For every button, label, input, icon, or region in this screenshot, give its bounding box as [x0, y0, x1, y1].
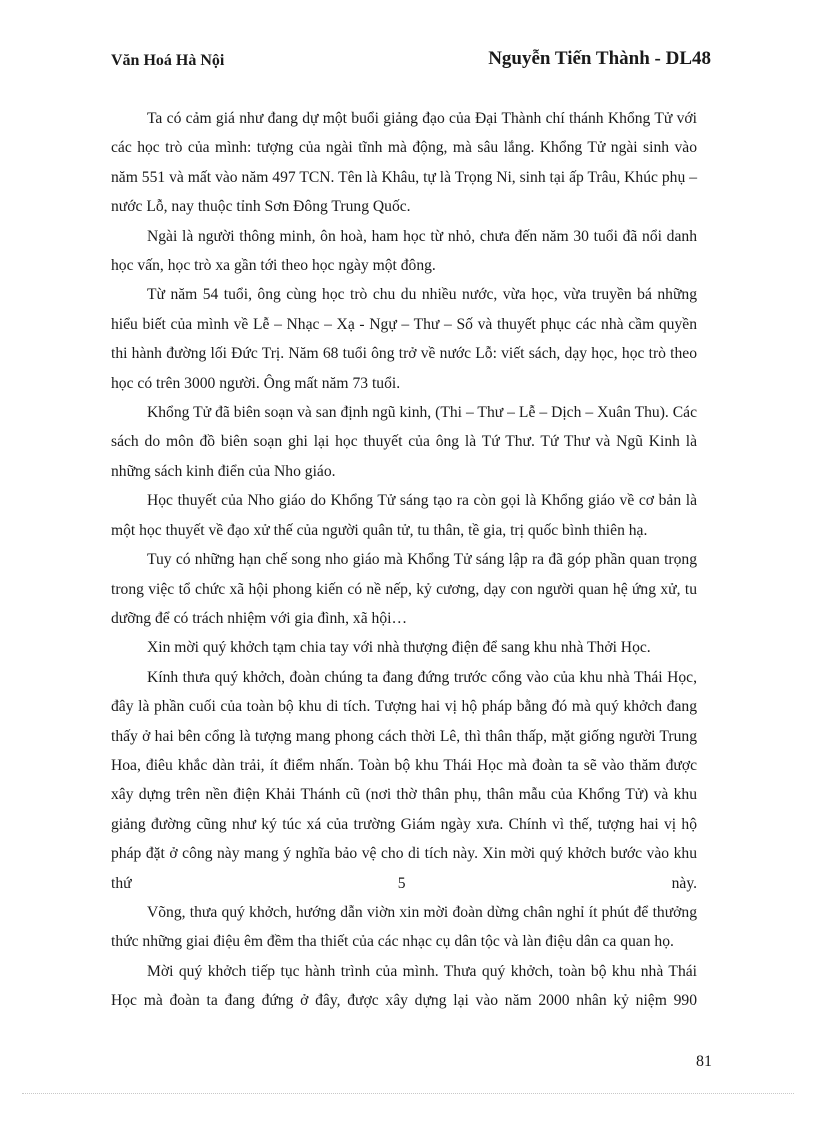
- page-header: [111, 48, 711, 80]
- footer-divider: [22, 1093, 794, 1094]
- paragraph: Ta có cảm giá như đang dự một buổi giảng đạo của Đại Thành chí thánh Khổng Tử với các học trò của mình: tượng của ngài tĩnh mà động, mà sâu lắng. Khổng Tử ngài sinh vào năm 551 và mất vào năm 497 TCN. Tên là Khâu, tự là Trọng Ni, sinh tại ấp Trâu, Khúc phụ – nước Lỗ, nay thuộc tỉnh Sơn Đông Trung Quốc.: [111, 110, 697, 216]
- header-author-right: Nguyễn Tiến Thành - DL48: [488, 48, 711, 69]
- paragraph: Xin mời quý khởch tạm chia tay với nhà thượng điện để sang khu nhà Thởi Học.: [147, 639, 651, 657]
- header-title-left: Văn Hoá Hà Nội: [111, 52, 225, 69]
- paragraph: Từ năm 54 tuổi, ông cùng học trò chu du nhiều nước, vừa học, vừa truyền bá những hiểu biết của mình về Lễ – Nhạc – Xạ - Ngự – Thư – Số và thuyết phục các nhà cầm quyền thi hành đường lối Đức Trị. Năm 68 tuổi ông trở về nước Lỗ: viết sách, dạy học, học trò theo học có trên 3000 người. Ông mất năm 73 tuổi.: [111, 286, 697, 392]
- document-body: [111, 104, 697, 1016]
- paragraph: Khổng Tử đã biên soạn và san định ngũ kinh, (Thi – Thư – Lễ – Dịch – Xuân Thu). Các sách do môn đồ biên soạn ghi lại học thuyết của ông là Tứ Thư. Tứ Thư và Ngũ Kinh là những sách kinh điển của Nho giáo.: [111, 404, 697, 480]
- paragraph: Ngài là người thông minh, ôn hoà, ham học từ nhỏ, chưa đến năm 30 tuổi đã nổi danh học vấn, học trò xa gần tới theo học ngày một đông.: [111, 227, 697, 275]
- paragraph: Võng, thưa quý khởch, hướng dẫn viờn xin mời đoàn dừng chân nghỉ ít phút để thưởng thức những giai điệu êm đềm tha thiết của các nhạc cụ dân tộc và làn điệu dân ca quan họ.: [111, 903, 697, 951]
- paragraph: Kính thưa quý khởch, đoàn chúng ta đang đứng trước cổng vào của khu nhà Thái Học, đây là phần cuối của toàn bộ khu di tích. Tượng hai vị hộ pháp bằng đó mà quý khởch đang thấy ở hai bên cổng là tượng mang phong cách thời Lê, thì thân thấp, mặt giống người Trung Hoa, điêu khắc dàn trải, ít điểm nhấn. Toàn bộ khu Thái Học mà đoàn ta sẽ vào thăm được xây dựng trên nền điện Khải Thánh cũ (nơi thờ thân phụ, thân mẫu của Khổng Tử) và khu giảng đường cũng như ký túc xá của trường Giám ngày xưa. Chính vì thế, tượng hai vị hộ pháp đặt ở công này mang ý nghĩa bảo vệ cho di tích này. Xin mời quý khởch bước vào khu thứ 5 này.: [111, 668, 697, 892]
- paragraph: Tuy có những hạn chế song nho giáo mà Khổng Tử sáng lập ra đã góp phần quan trọng trong việc tổ chức xã hội phong kiến có nề nếp, kỷ cương, dạy con người quan hệ ứng xử, tu dưỡng để có trách nhiệm với gia đình, xã hội…: [111, 551, 697, 627]
- page-number: 81: [696, 1053, 712, 1070]
- paragraph: Mời quý khởch tiếp tục hành trình của mình. Thưa quý khởch, toàn bộ khu nhà Thái Học mà đoàn ta đang đứng ở đây, được xây dựng lại vào năm 2000 nhân kỷ niệm 990: [111, 962, 697, 1010]
- paragraph: Học thuyết của Nho giáo do Khổng Tử sáng tạo ra còn gọi là Khổng giáo về cơ bản là một học thuyết về đạo xử thế của người quân tử, tu thân, tề gia, trị quốc bình thiên hạ.: [111, 492, 697, 539]
